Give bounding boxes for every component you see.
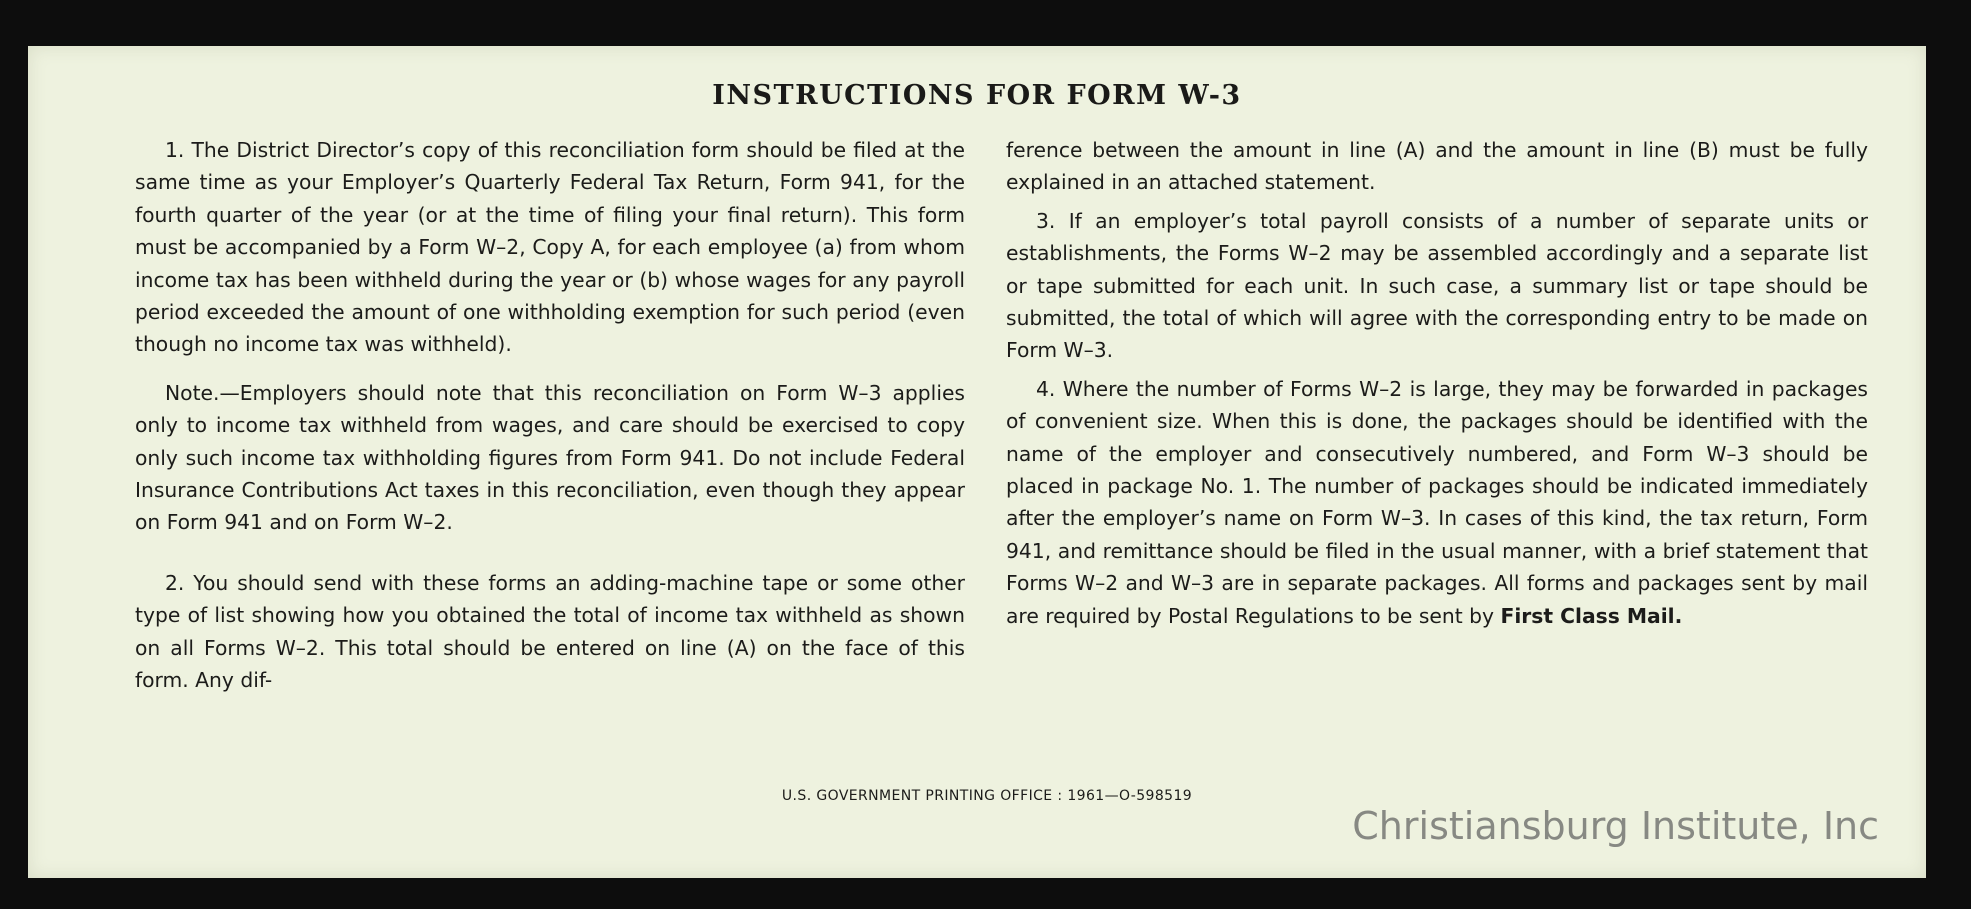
page-title: INSTRUCTIONS FOR FORM W-3: [712, 80, 1242, 111]
instruction-paragraph-1: 1. The District Director’s copy of this reconciliation form should be filed at the same time as your Employer’s Quarterly Federal Tax Return, Form 941, for the fourth quarter of the year (or at the time of filing your final return). This form must be accompanied by a Form W–2, Copy A, for each employee (a) from whom income tax has been withheld during the year or (b) whose wages for any payroll period exceeded the amount of one withholding exemption for such period (even though no income tax was withheld).: [135, 138, 965, 357]
paragraph-4-text: 4. Where the number of Forms W–2 is large, they may be forwarded in packages of convenient size. When this is done, the packages should be identified with the name of the employer and consecutively numbered, and Form W–3 should be placed in package No. 1. The number of packages should be indicated immediately after the employer’s name on Form W–3. In cases of this kind, the tax return, Form 941, and remittance should be filed in the usual manner, with a brief statement that Forms W–2 and W–3 are in separate packages. All forms and packages sent by mail are required by Postal Regulations to be sent by: [1006, 376, 1868, 628]
form-instructions-sheet: [28, 46, 1926, 878]
instruction-paragraph-2-continued: ference between the amount in line (A) and the amount in line (B) must be fully explained in an attached statement.: [1006, 138, 1868, 195]
left-column: [135, 134, 965, 697]
first-class-mail-emphasis: First Class Mail.: [1500, 603, 1683, 628]
instruction-paragraph-4: [1006, 373, 1868, 632]
instruction-paragraph-2: 2. You should send with these forms an adding-machine tape or some other type of list showing how you obtained the total of income tax withheld as shown on all Forms W–2. This total should be entered on line (A) on the face of this form. Any dif-: [135, 570, 965, 693]
right-column: [1006, 134, 1868, 632]
watermark-text: Christiansburg Institute, Inc: [1352, 804, 1879, 848]
instruction-paragraph-3: 3. If an employer’s total payroll consists of a number of separate units or establishments, the Forms W–2 may be assembled accordingly and a separate list or tape submitted for each unit. In such case, a summary list or tape should be submitted, the total of which will agree with the corresponding entry to be made on Form W–3.: [1006, 208, 1868, 363]
note-paragraph: Note.—Employers should note that this reconciliation on Form W–3 applies only to income tax withheld from wages, and care should be exercised to copy only such income tax withholding figures from Form 941. Do not include Federal Insurance Contributions Act taxes in this reconciliation, even though they appear on Form 941 and on Form W–2.: [135, 380, 965, 535]
printing-office-imprint: U.S. GOVERNMENT PRINTING OFFICE : 1961—O-598519: [781, 788, 1193, 804]
